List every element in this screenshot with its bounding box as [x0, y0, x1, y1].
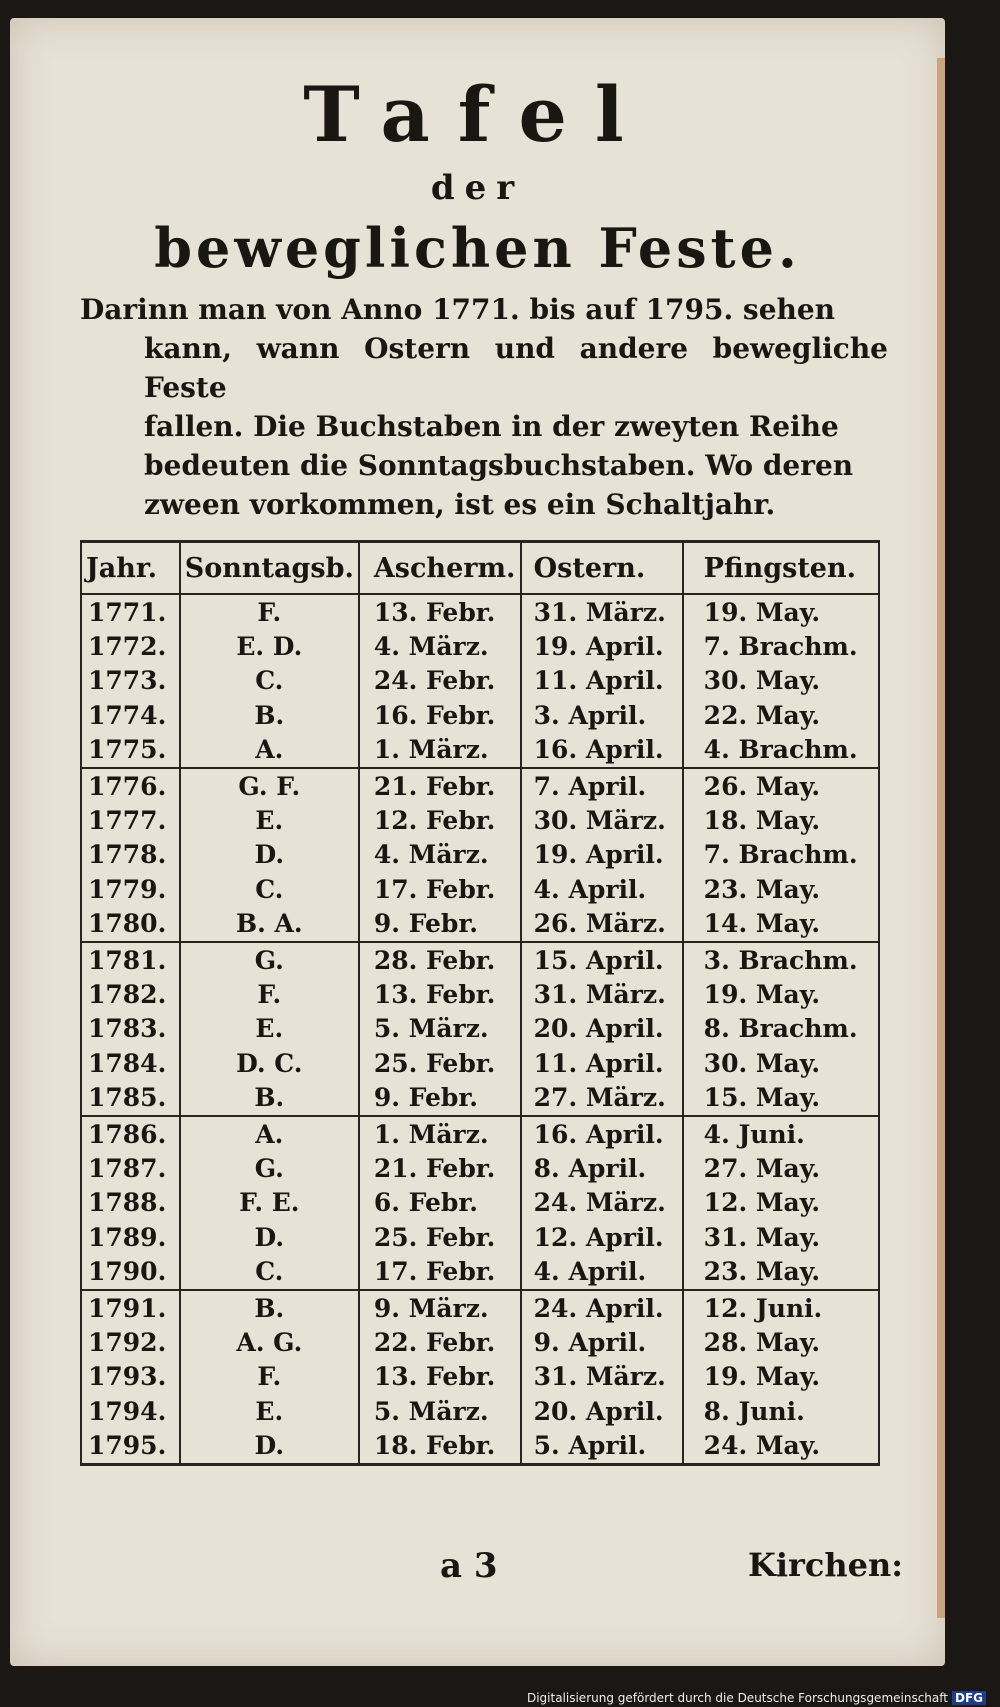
cell-ash-wednesday: 1. März.: [359, 1116, 521, 1151]
cell-sunday-letter: D.: [180, 838, 359, 872]
table-row: [81, 942, 879, 977]
cell-sunday-letter: D.: [180, 1220, 359, 1254]
cell-ash-wednesday: 17. Febr.: [359, 872, 521, 906]
digitization-credit: [527, 1691, 986, 1705]
cell-pentecost: 8. Brachm.: [683, 1012, 879, 1046]
table-row: [81, 907, 879, 942]
cell-ash-wednesday: 4. März.: [359, 838, 521, 872]
book-page: [10, 18, 945, 1666]
intro-line: fallen. Die Buchstaben in der zweyten Reihe: [144, 410, 839, 443]
cell-pentecost: 12. Juni.: [683, 1290, 879, 1325]
cell-sunday-letter: B.: [180, 698, 359, 732]
cell-pentecost: 26. May.: [683, 768, 879, 803]
cell-year: 1773.: [81, 664, 180, 698]
cell-pentecost: 31. May.: [683, 1220, 879, 1254]
cell-ash-wednesday: 13. Febr.: [359, 594, 521, 629]
catchword: Kirchen:: [748, 1546, 904, 1584]
table-row: [81, 1360, 879, 1394]
table-row: [81, 1428, 879, 1464]
page-edge: [937, 58, 945, 1618]
cell-pentecost: 30. May.: [683, 1046, 879, 1080]
cell-easter: 12. April.: [521, 1220, 683, 1254]
cell-ash-wednesday: 24. Febr.: [359, 664, 521, 698]
cell-sunday-letter: B. A.: [180, 907, 359, 942]
cell-easter: 15. April.: [521, 942, 683, 977]
cell-ash-wednesday: 22. Febr.: [359, 1325, 521, 1359]
cell-ash-wednesday: 5. März.: [359, 1012, 521, 1046]
cell-ash-wednesday: 4. März.: [359, 629, 521, 663]
cell-sunday-letter: E.: [180, 1394, 359, 1428]
cell-year: 1785.: [81, 1080, 180, 1115]
credit-text: Digitalisierung gefördert durch die Deutsche Forschungsgemeinschaft: [526, 1691, 948, 1705]
cell-year: 1775.: [81, 733, 180, 768]
cell-easter: 16. April.: [521, 733, 683, 768]
cell-easter: 19. April.: [521, 838, 683, 872]
title-line-3: beweglichen Feste.: [154, 216, 801, 280]
header-year: Jahr.: [81, 542, 180, 595]
cell-easter: 31. März.: [521, 594, 683, 629]
table-row: [81, 1116, 879, 1151]
cell-sunday-letter: E.: [180, 1012, 359, 1046]
cell-easter: 24. März.: [521, 1186, 683, 1220]
table-row: [81, 1254, 879, 1289]
cell-easter: 19. April.: [521, 629, 683, 663]
cell-ash-wednesday: 1. März.: [359, 733, 521, 768]
cell-ash-wednesday: 13. Febr.: [359, 977, 521, 1011]
cell-sunday-letter: B.: [180, 1080, 359, 1115]
cell-year: 1777.: [81, 803, 180, 837]
title-line-2: der: [430, 168, 525, 208]
table-row: [81, 1186, 879, 1220]
cell-sunday-letter: G.: [180, 1151, 359, 1185]
cell-sunday-letter: F. E.: [180, 1186, 359, 1220]
table-row: [81, 1012, 879, 1046]
cell-pentecost: 12. May.: [683, 1186, 879, 1220]
cell-pentecost: 28. May.: [683, 1325, 879, 1359]
cell-sunday-letter: C.: [180, 872, 359, 906]
cell-ash-wednesday: 21. Febr.: [359, 1151, 521, 1185]
cell-year: 1771.: [81, 594, 180, 629]
cell-ash-wednesday: 17. Febr.: [359, 1254, 521, 1289]
cell-ash-wednesday: 12. Febr.: [359, 803, 521, 837]
cell-sunday-letter: C.: [180, 664, 359, 698]
cell-easter: 24. April.: [521, 1290, 683, 1325]
intro-paragraph: [80, 290, 888, 524]
cell-year: 1772.: [81, 629, 180, 663]
cell-sunday-letter: G.: [180, 942, 359, 977]
cell-year: 1790.: [81, 1254, 180, 1289]
cell-easter: 31. März.: [521, 977, 683, 1011]
cell-pentecost: 18. May.: [683, 803, 879, 837]
cell-easter: 31. März.: [521, 1360, 683, 1394]
intro-line: bedeuten die Sonntagsbuchstaben. Wo deren: [144, 449, 854, 482]
cell-easter: 26. März.: [521, 907, 683, 942]
table-row: [81, 594, 879, 629]
cell-sunday-letter: G. F.: [180, 768, 359, 803]
cell-year: 1782.: [81, 977, 180, 1011]
cell-pentecost: 19. May.: [683, 1360, 879, 1394]
table-row: [81, 664, 879, 698]
cell-ash-wednesday: 18. Febr.: [359, 1428, 521, 1464]
cell-easter: 20. April.: [521, 1012, 683, 1046]
cell-pentecost: 8. Juni.: [683, 1394, 879, 1428]
cell-pentecost: 4. Brachm.: [683, 733, 879, 768]
intro-line: kann, wann Ostern und andere bewegliche Feste: [144, 332, 888, 404]
table-row: [81, 1325, 879, 1359]
cell-sunday-letter: A. G.: [180, 1325, 359, 1359]
header-sunday-letter: Sonntagsb.: [180, 542, 359, 595]
cell-year: 1780.: [81, 907, 180, 942]
cell-pentecost: 15. May.: [683, 1080, 879, 1115]
cell-year: 1793.: [81, 1360, 180, 1394]
cell-sunday-letter: A.: [180, 733, 359, 768]
cell-easter: 20. April.: [521, 1394, 683, 1428]
table-row: [81, 872, 879, 906]
signature-mark: a 3: [440, 1546, 498, 1586]
cell-sunday-letter: E. D.: [180, 629, 359, 663]
cell-sunday-letter: E.: [180, 803, 359, 837]
cell-ash-wednesday: 5. März.: [359, 1394, 521, 1428]
movable-feasts-table: [80, 540, 880, 1466]
cell-ash-wednesday: 9. März.: [359, 1290, 521, 1325]
cell-ash-wednesday: 6. Febr.: [359, 1186, 521, 1220]
cell-year: 1776.: [81, 768, 180, 803]
cell-ash-wednesday: 25. Febr.: [359, 1220, 521, 1254]
cell-sunday-letter: C.: [180, 1254, 359, 1289]
table-row: [81, 1220, 879, 1254]
cell-pentecost: 3. Brachm.: [683, 942, 879, 977]
cell-sunday-letter: D. C.: [180, 1046, 359, 1080]
table-row: [81, 977, 879, 1011]
cell-easter: 27. März.: [521, 1080, 683, 1115]
intro-line: Darinn man von Anno 1771. bis auf 1795. sehen: [80, 293, 836, 326]
table-row: [81, 1080, 879, 1115]
table-row: [81, 1394, 879, 1428]
cell-pentecost: 7. Brachm.: [683, 629, 879, 663]
cell-year: 1779.: [81, 872, 180, 906]
cell-year: 1781.: [81, 942, 180, 977]
cell-year: 1791.: [81, 1290, 180, 1325]
cell-sunday-letter: F.: [180, 1360, 359, 1394]
cell-year: 1778.: [81, 838, 180, 872]
table-row: [81, 1151, 879, 1185]
cell-year: 1792.: [81, 1325, 180, 1359]
header-ash-wednesday: Ascherm.: [359, 542, 521, 595]
cell-ash-wednesday: 28. Febr.: [359, 942, 521, 977]
cell-sunday-letter: F.: [180, 594, 359, 629]
cell-sunday-letter: A.: [180, 1116, 359, 1151]
cell-ash-wednesday: 9. Febr.: [359, 907, 521, 942]
cell-pentecost: 23. May.: [683, 1254, 879, 1289]
table-row: [81, 768, 879, 803]
dfg-logo: DFG: [952, 1691, 986, 1705]
cell-year: 1783.: [81, 1012, 180, 1046]
cell-easter: 4. April.: [521, 1254, 683, 1289]
cell-easter: 11. April.: [521, 664, 683, 698]
cell-year: 1795.: [81, 1428, 180, 1464]
title-line-1: Tafel: [303, 70, 652, 159]
table-row: [81, 733, 879, 768]
cell-ash-wednesday: 21. Febr.: [359, 768, 521, 803]
cell-sunday-letter: D.: [180, 1428, 359, 1464]
cell-pentecost: 23. May.: [683, 872, 879, 906]
table-row: [81, 1290, 879, 1325]
cell-ash-wednesday: 25. Febr.: [359, 1046, 521, 1080]
cell-easter: 8. April.: [521, 1151, 683, 1185]
cell-pentecost: 19. May.: [683, 594, 879, 629]
cell-pentecost: 4. Juni.: [683, 1116, 879, 1151]
table-row: [81, 803, 879, 837]
intro-line: zween vorkommen, ist es ein Schaltjahr.: [144, 488, 776, 521]
cell-pentecost: 22. May.: [683, 698, 879, 732]
cell-pentecost: 27. May.: [683, 1151, 879, 1185]
header-pentecost: Pfingsten.: [683, 542, 879, 595]
cell-pentecost: 14. May.: [683, 907, 879, 942]
cell-easter: 30. März.: [521, 803, 683, 837]
header-easter: Ostern.: [521, 542, 683, 595]
cell-ash-wednesday: 9. Febr.: [359, 1080, 521, 1115]
cell-year: 1786.: [81, 1116, 180, 1151]
cell-ash-wednesday: 16. Febr.: [359, 698, 521, 732]
cell-pentecost: 30. May.: [683, 664, 879, 698]
cell-easter: 11. April.: [521, 1046, 683, 1080]
cell-year: 1784.: [81, 1046, 180, 1080]
cell-pentecost: 24. May.: [683, 1428, 879, 1464]
table-row: [81, 1046, 879, 1080]
cell-year: 1774.: [81, 698, 180, 732]
cell-year: 1787.: [81, 1151, 180, 1185]
cell-sunday-letter: B.: [180, 1290, 359, 1325]
cell-easter: 3. April.: [521, 698, 683, 732]
table-body: [81, 594, 879, 1464]
cell-year: 1789.: [81, 1220, 180, 1254]
table-row: [81, 838, 879, 872]
cell-year: 1794.: [81, 1394, 180, 1428]
cell-easter: 9. April.: [521, 1325, 683, 1359]
cell-sunday-letter: F.: [180, 977, 359, 1011]
table-header-row: [81, 542, 879, 595]
cell-easter: 4. April.: [521, 872, 683, 906]
cell-easter: 16. April.: [521, 1116, 683, 1151]
cell-pentecost: 7. Brachm.: [683, 838, 879, 872]
cell-easter: 5. April.: [521, 1428, 683, 1464]
cell-easter: 7. April.: [521, 768, 683, 803]
cell-ash-wednesday: 13. Febr.: [359, 1360, 521, 1394]
table-row: [81, 698, 879, 732]
table-row: [81, 629, 879, 663]
cell-pentecost: 19. May.: [683, 977, 879, 1011]
cell-year: 1788.: [81, 1186, 180, 1220]
